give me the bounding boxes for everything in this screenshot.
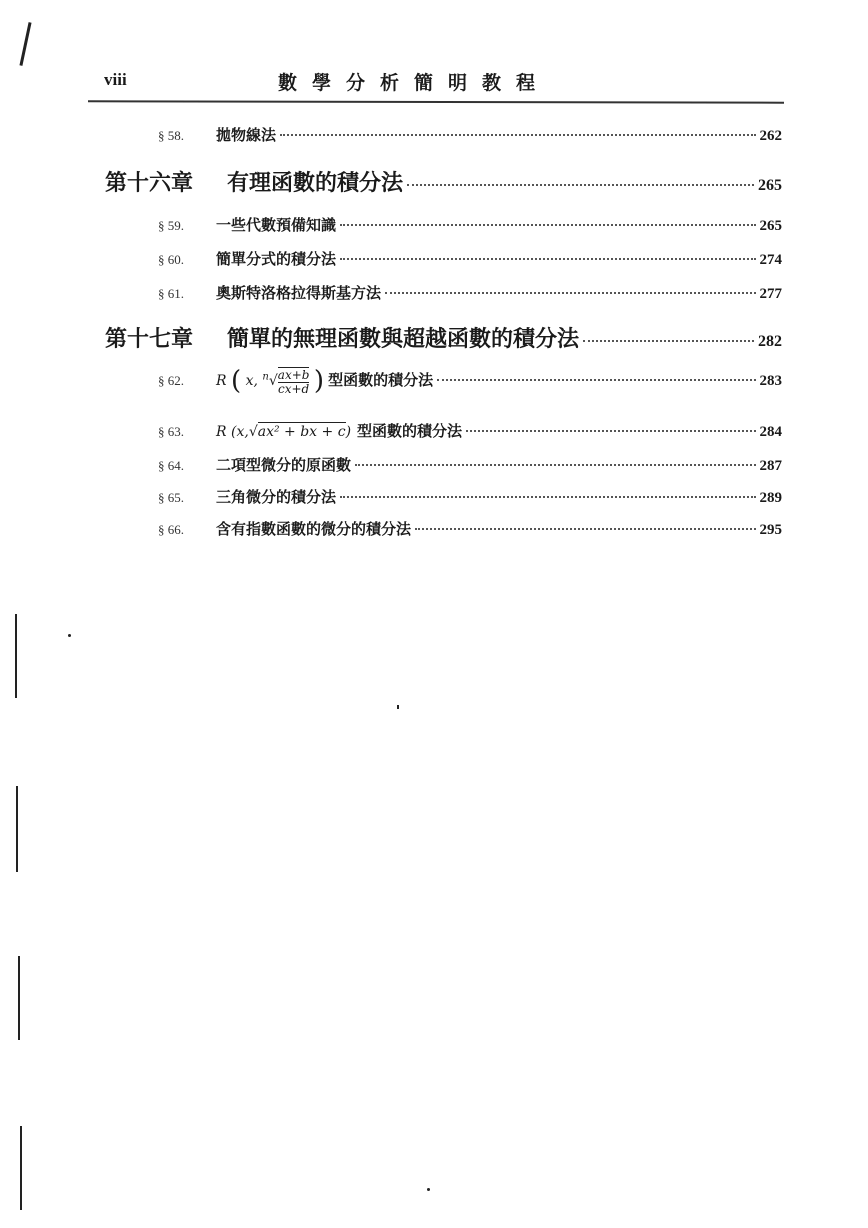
section-title: 三角微分的積分法 bbox=[216, 488, 337, 506]
toc-entry-s61[interactable] bbox=[158, 282, 782, 303]
open-paren: ( bbox=[231, 366, 242, 396]
dot-leader bbox=[340, 224, 755, 226]
dot-leader bbox=[437, 379, 755, 381]
section-title: 含有指數函數的微分的積分法 bbox=[216, 520, 412, 538]
page-ref: 277 bbox=[759, 286, 782, 302]
toc-entry-s60[interactable] bbox=[158, 248, 782, 269]
section-title: 奧斯特洛格拉得斯基方法 bbox=[216, 284, 382, 302]
section-title: 簡單分式的積分法 bbox=[216, 250, 337, 268]
formula-rational-root bbox=[216, 366, 324, 396]
page-ref: 265 bbox=[758, 177, 782, 194]
formula-fraction bbox=[278, 367, 310, 396]
section-title: 一些代數預備知識 bbox=[216, 216, 337, 234]
dot-leader bbox=[385, 292, 755, 294]
page-ref: 295 bbox=[759, 522, 782, 538]
chapter-number: 第十六章 bbox=[105, 170, 194, 196]
section-number: § 61. bbox=[158, 286, 184, 301]
dot-leader bbox=[355, 464, 755, 466]
toc-chapter-16[interactable] bbox=[105, 166, 782, 197]
chapter-title: 簡單的無理函數與超越函數的積分法 bbox=[227, 326, 580, 352]
chapter-title: 有理函數的積分法 bbox=[227, 170, 404, 196]
page-ref: 289 bbox=[759, 490, 782, 506]
book-title: 數學分析簡明教程 bbox=[278, 72, 551, 94]
formula-suffix: ) bbox=[345, 424, 352, 440]
scan-mark-margin-3 bbox=[18, 956, 20, 1040]
page-ref: 287 bbox=[759, 458, 782, 474]
dot-leader bbox=[340, 496, 755, 498]
page-ref: 283 bbox=[759, 373, 782, 389]
section-title: 型函數的積分法 bbox=[357, 422, 463, 440]
scan-speck-3 bbox=[427, 1188, 430, 1191]
toc-chapter-17[interactable] bbox=[105, 322, 782, 353]
section-number: § 64. bbox=[158, 458, 184, 473]
formula-quadratic-root bbox=[216, 424, 351, 440]
section-number: § 60. bbox=[158, 252, 184, 267]
section-number: § 66. bbox=[158, 522, 184, 537]
toc-entry-s59[interactable] bbox=[158, 214, 782, 235]
fraction-denominator: cx+d bbox=[278, 381, 310, 396]
page-ref: 282 bbox=[758, 333, 782, 350]
toc-entry-s64[interactable] bbox=[158, 454, 782, 475]
page-ref: 284 bbox=[759, 424, 782, 440]
dot-leader bbox=[583, 340, 754, 342]
formula-variable: x, bbox=[245, 373, 258, 389]
section-number: § 63. bbox=[158, 424, 184, 439]
toc-entry-s66[interactable] bbox=[158, 518, 782, 539]
page-ref: 265 bbox=[759, 218, 782, 234]
root-index: n bbox=[262, 371, 269, 383]
radical-sign: √ bbox=[248, 424, 258, 440]
formula-prefix: R bbox=[216, 373, 227, 389]
section-number: § 65. bbox=[158, 490, 184, 505]
section-number: § 62. bbox=[158, 373, 184, 388]
scan-mark-margin-2 bbox=[16, 786, 18, 872]
section-title: 二項型微分的原函數 bbox=[216, 456, 352, 474]
scan-speck-2 bbox=[397, 705, 399, 709]
scan-mark-top-left bbox=[19, 22, 31, 66]
formula-prefix: R (x, bbox=[216, 424, 249, 440]
scan-mark-margin-1 bbox=[15, 614, 17, 698]
close-paren: ) bbox=[313, 366, 325, 396]
page-number: viii bbox=[104, 70, 127, 89]
dot-leader bbox=[280, 134, 755, 136]
section-number: § 58. bbox=[158, 128, 184, 143]
chapter-number: 第十七章 bbox=[105, 326, 194, 352]
toc-entry-s62[interactable] bbox=[158, 366, 782, 396]
dot-leader bbox=[340, 258, 755, 260]
section-number: § 59. bbox=[158, 218, 184, 233]
formula-radicand: ax² + bx + c bbox=[257, 424, 346, 440]
scan-mark-margin-4 bbox=[20, 1126, 22, 1210]
radical-sign: √ bbox=[268, 373, 278, 389]
page-header bbox=[92, 66, 782, 96]
fraction-numerator: ax+b bbox=[277, 367, 310, 382]
section-title: 型函數的積分法 bbox=[328, 371, 434, 389]
section-title: 拋物線法 bbox=[216, 126, 277, 144]
scan-speck-1 bbox=[68, 634, 71, 637]
page-ref: 262 bbox=[759, 128, 782, 144]
dot-leader bbox=[466, 430, 755, 432]
header-rule bbox=[88, 100, 784, 103]
toc-entry-s58[interactable] bbox=[158, 124, 782, 145]
page-ref: 274 bbox=[759, 252, 782, 268]
dot-leader bbox=[407, 184, 754, 186]
toc-entry-s65[interactable] bbox=[158, 486, 782, 507]
toc-entry-s63[interactable] bbox=[158, 420, 782, 441]
dot-leader bbox=[415, 528, 755, 530]
